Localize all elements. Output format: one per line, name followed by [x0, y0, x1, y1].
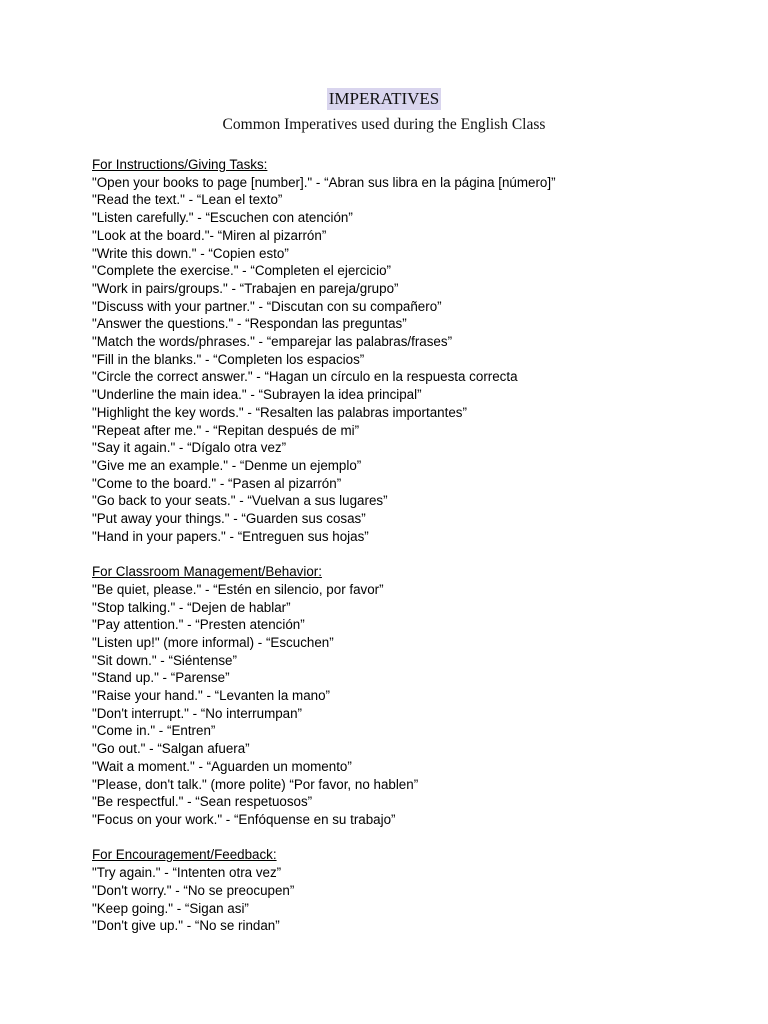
imperative-line: "Stop talking." - “Dejen de hablar”: [92, 599, 291, 615]
imperative-line: "Focus on your work." - “Enfóquense en su trabajo”: [92, 812, 396, 827]
section-heading: For Instructions/Giving Tasks:: [92, 157, 268, 172]
imperative-line: "Give me an example." - “Denme un ejemplo”: [92, 457, 362, 473]
imperative-line: "Come to the board." - “Pasen al pizarrón”: [92, 475, 342, 491]
imperative-line: "Underline the main idea." - “Subrayen la idea principal”: [92, 387, 422, 403]
imperative-line: "Don't interrupt." - “No interrumpan”: [92, 705, 303, 721]
section-3: [92, 846, 712, 935]
document-body: [92, 156, 712, 935]
section-1: [92, 156, 712, 545]
imperative-line: "Stand up." - “Parense”: [92, 670, 230, 686]
imperative-line: "Say it again." - “Dígalo otra vez”: [92, 440, 287, 456]
imperative-line: "Raise your hand." - “Levanten la mano”: [92, 688, 331, 704]
section-heading: For Classroom Management/Behavior:: [92, 564, 322, 580]
imperative-line: "Hand in your papers." - “Entreguen sus hojas”: [92, 528, 369, 544]
imperative-line: "Discuss with your partner." - “Discutan con su compañero”: [92, 298, 442, 314]
imperative-line: "Wait a moment." - “Aguarden un momento”: [92, 758, 352, 774]
title-container: [0, 88, 768, 110]
imperative-line: "Please, don't talk." (more polite) “Por favor, no hablen”: [92, 776, 419, 792]
imperative-line: "Read the text." - “Lean el texto”: [92, 192, 283, 208]
imperative-line: "Highlight the key words." - “Resalten las palabras importantes”: [92, 404, 467, 420]
imperative-line: "Open your books to page [number]." - “Abran sus libra en la página [número]”: [92, 174, 556, 190]
imperative-line: "Answer the questions." - “Respondan las preguntas”: [92, 316, 407, 332]
imperative-line: "Go out." - “Salgan afuera”: [92, 741, 250, 757]
imperative-line: "Be respectful." - “Sean respetuosos”: [92, 794, 313, 810]
imperative-line: "Try again." - “Intenten otra vez”: [92, 865, 282, 881]
section-heading: For Encouragement/Feedback:: [92, 847, 277, 863]
imperative-line: "Go back to your seats." - “Vuelvan a sus lugares”: [92, 493, 388, 509]
page-title: IMPERATIVES: [328, 89, 440, 108]
imperative-line: "Repeat after me." - “Repitan después de mi”: [92, 422, 360, 438]
imperative-line: "Complete the exercise." - “Completen el ejercicio”: [92, 263, 392, 279]
imperative-line: "Keep going." - “Sigan asi”: [92, 900, 249, 916]
imperative-line: "Put away your things." - “Guarden sus cosas”: [92, 511, 366, 527]
imperative-line: "Be quiet, please." - “Estén en silencio, por favor”: [92, 581, 384, 597]
imperative-line: "Work in pairs/groups." - “Trabajen en pareja/grupo”: [92, 280, 399, 296]
imperative-line: "Circle the correct answer." - “Hagan un círculo en la respuesta correcta: [92, 369, 518, 385]
imperative-line: "Fill in the blanks." - “Completen los espacios”: [92, 351, 365, 367]
imperative-line: "Write this down." - “Copien esto”: [92, 245, 289, 261]
imperative-line: "Listen carefully." - “Escuchen con atención”: [92, 210, 353, 226]
imperative-line: "Match the words/phrases." - “emparejar las palabras/frases”: [92, 334, 453, 350]
imperative-line: "Look at the board."- “Miren al pizarrón”: [92, 227, 327, 243]
imperative-line: "Sit down." - “Siéntense”: [92, 652, 237, 668]
imperative-line: "Listen up!" (more informal) - “Escuchen”: [92, 634, 334, 650]
page-subtitle: Common Imperatives used during the English Class: [222, 116, 546, 133]
imperative-line: "Pay attention." - “Presten atención”: [92, 617, 305, 633]
section-2: [92, 563, 712, 829]
imperative-line: "Don't worry." - “No se preocupen”: [92, 882, 295, 898]
imperative-line: "Don't give up." - “No se rindan”: [92, 918, 280, 934]
imperative-line: "Come in." - “Entren”: [92, 723, 216, 739]
